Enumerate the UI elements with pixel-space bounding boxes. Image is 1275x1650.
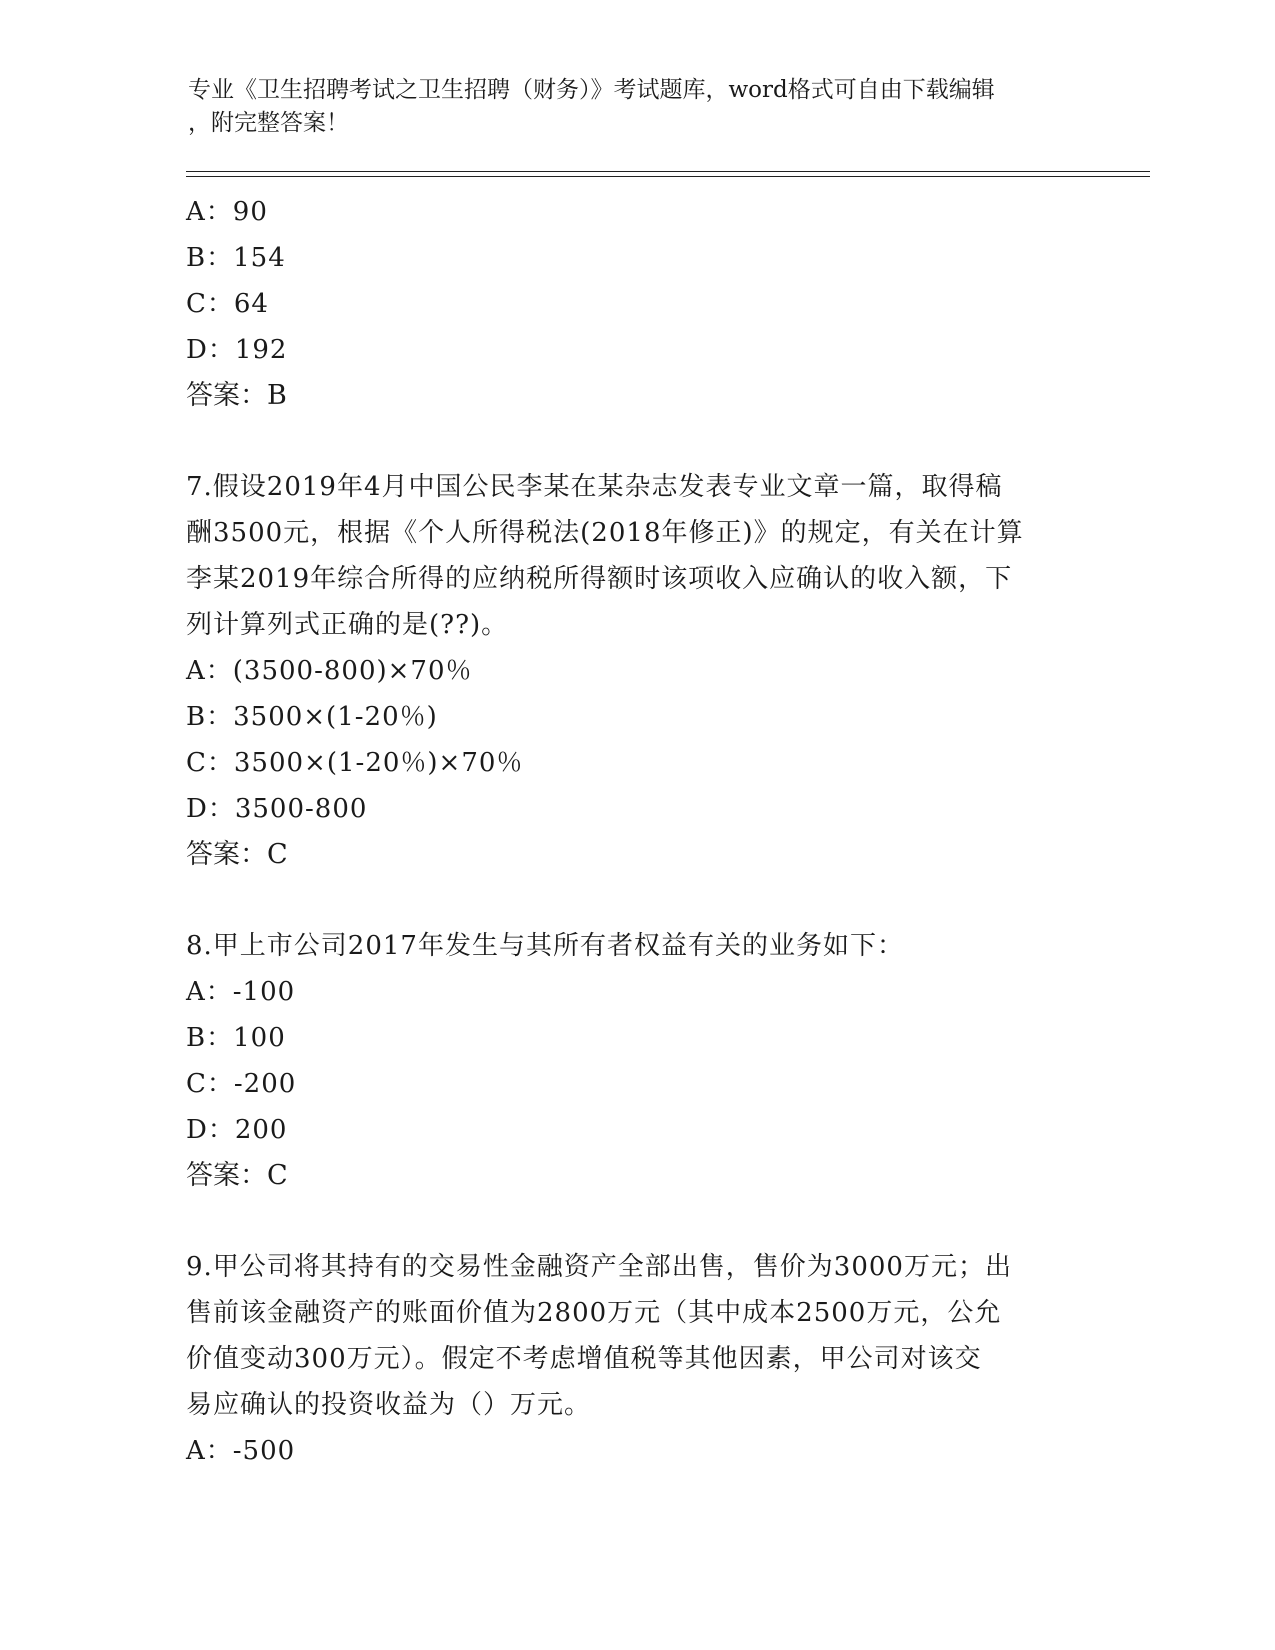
stem-line: 易应确认的投资收益为（）万元。	[186, 1390, 592, 1420]
question-9	[186, 1244, 1086, 1474]
option-d: D：3500-800	[186, 794, 368, 824]
stem-line: 7.假设2019年4月中国公民李某在某杂志发表专业文章一篇，取得稿	[186, 472, 1003, 502]
option-d: D：200	[186, 1115, 288, 1145]
option-b: B：100	[186, 1023, 286, 1053]
option-c: C：3500×(1-20％)×70％	[186, 748, 524, 778]
option-a: A：(3500-800)×70％	[186, 656, 473, 686]
option-c: C：64	[186, 289, 269, 319]
option-c: C：-200	[186, 1069, 297, 1099]
header-line-1: 专业《卫生招聘考试之卫生招聘（财务）》考试题库，word格式可自由下载编辑	[188, 77, 995, 103]
question-stem	[186, 1244, 1086, 1428]
question-stem	[186, 464, 1086, 648]
answer-line: 答案：C	[186, 839, 288, 870]
answer-line: 答案：B	[186, 380, 287, 411]
question-content	[186, 189, 1086, 1474]
option-a: A：90	[186, 197, 268, 227]
option-b: B：154	[186, 243, 286, 273]
question-7	[186, 464, 1086, 878]
option-a: A：-100	[186, 977, 296, 1007]
stem-line: 售前该金融资产的账面价值为2800万元（其中成本2500万元，公允	[186, 1298, 1002, 1328]
stem-line: 价值变动300万元）。假定不考虑增值税等其他因素，甲公司对该交	[186, 1344, 982, 1374]
stem-line: 李某2019年综合所得的应纳税所得额时该项收入应确认的收入额，下	[186, 564, 1013, 594]
document-header	[188, 74, 1088, 140]
question-8	[186, 923, 1086, 1199]
option-d: D：192	[186, 335, 288, 365]
stem-line: 9.甲公司将其持有的交易性金融资产全部出售，售价为3000万元；出	[186, 1252, 1012, 1282]
stem-line: 酬3500元，根据《个人所得税法(2018年修正)》的规定，有关在计算	[186, 518, 1024, 548]
question-6	[186, 189, 1086, 419]
question-stem: 8.甲上市公司2017年发生与其所有者权益有关的业务如下：	[186, 931, 904, 961]
option-a: A：-500	[186, 1436, 296, 1466]
answer-line: 答案：C	[186, 1160, 288, 1191]
header-rule-bottom	[186, 176, 1150, 177]
stem-line: 列计算列式正确的是(??)。	[186, 610, 509, 640]
header-rule-top	[186, 171, 1150, 172]
header-line-2: ，附完整答案！	[188, 110, 349, 136]
option-b: B：3500×(1-20％)	[186, 702, 438, 732]
